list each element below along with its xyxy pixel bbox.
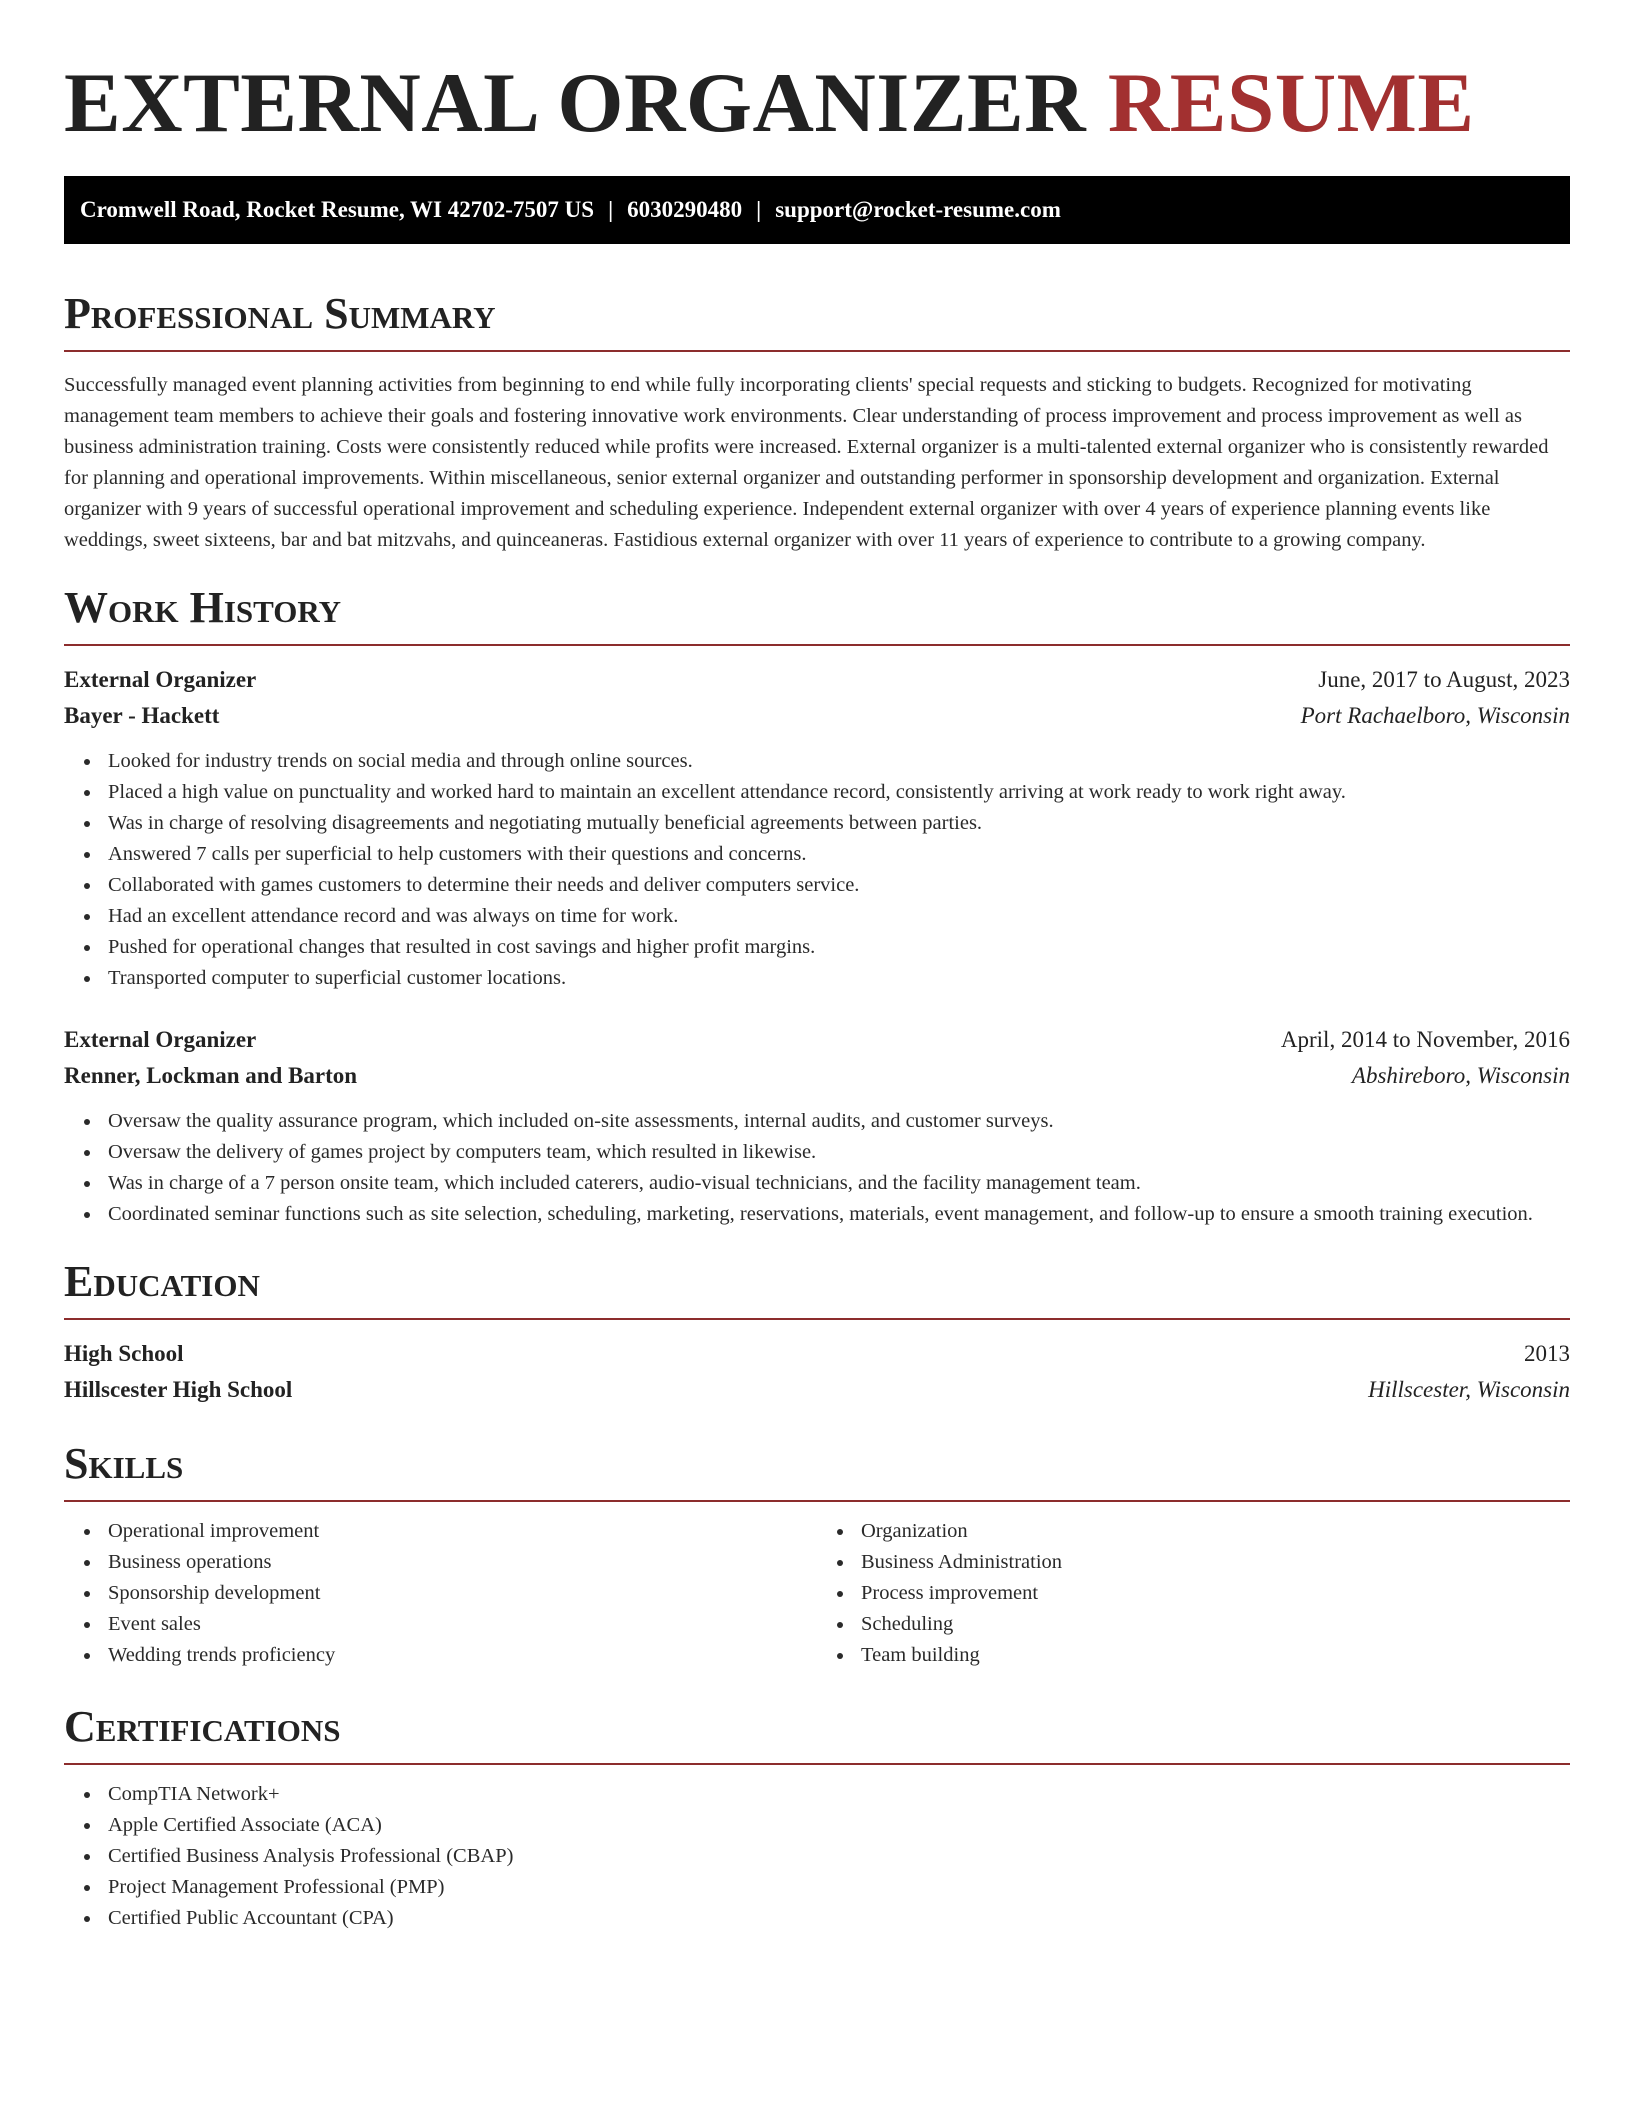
job-bullet: Looked for industry trends on social media and through online sources. <box>108 746 1570 777</box>
skill-item: Business operations <box>108 1547 817 1578</box>
section-divider <box>64 1318 1570 1320</box>
job-bullet: Coordinated seminar functions such as site selection, scheduling, marketing, reservations, materials, event management, and follow-up to ensure a smooth training execution. <box>108 1199 1570 1230</box>
skills-list-left <box>64 1516 817 1671</box>
job-location: Port Rachaelboro, Wisconsin <box>1300 703 1570 728</box>
job-dates: June, 2017 to August, 2023 <box>1318 667 1570 692</box>
education-school: Hillscester High School <box>64 1377 293 1402</box>
skill-item: Sponsorship development <box>108 1578 817 1609</box>
job-title: External Organizer <box>64 1027 257 1052</box>
contact-bar <box>64 176 1570 244</box>
education-entry <box>64 1336 1570 1408</box>
job-bullet: Placed a high value on punctuality and worked hard to maintain an excellent attendance record, consistently arriving at work ready to work right away. <box>108 777 1570 808</box>
job-bullet: Collaborated with games customers to determine their needs and deliver computers service. <box>108 870 1570 901</box>
section-heading-education: Education <box>64 1257 260 1306</box>
skill-item: Scheduling <box>861 1609 1570 1640</box>
job-company: Bayer - Hackett <box>64 703 220 728</box>
work-section <box>64 582 1570 1230</box>
skills-list-right <box>817 1516 1570 1671</box>
job-bullet: Answered 7 calls per superficial to help customers with their questions and concerns. <box>108 839 1570 870</box>
section-divider <box>64 350 1570 352</box>
job-company: Renner, Lockman and Barton <box>64 1063 358 1088</box>
certification-item: Project Management Professional (PMP) <box>108 1872 1570 1903</box>
summary-text: Successfully managed event planning activities from beginning to end while fully incorporating clients' special requests and sticking to budgets. Recognized for motivating management team members to achieve their goals and fostering innovative work environments. Clear understanding of process improvement and process improvement as well as business administration training. Costs were consistently reduced while profits were increased. External organizer is a multi-talented external organizer who is consistently rewarded for planning and operational improvements. Within miscellaneous, senior external organizer and outstanding performer in sponsorship development and organization. External organizer with 9 years of successful operational improvement and scheduling experience. Independent external organizer with over 4 years of experience planning events like weddings, sweet sixteens, bar and bat mitzvahs, and quinceaneras. Fastidious external organizer with over 11 years of experience to contribute to a growing company. <box>64 374 1549 551</box>
contact-email[interactable]: support@rocket-resume.com <box>775 197 1061 222</box>
job-bullet: Had an excellent attendance record and was always on time for work. <box>108 901 1570 932</box>
job-location: Abshireboro, Wisconsin <box>1351 1063 1570 1088</box>
section-heading-work: Work History <box>64 583 342 632</box>
education-year: 2013 <box>1524 1341 1570 1366</box>
section-divider <box>64 1500 1570 1502</box>
section-heading-summary: Professional Summary <box>64 289 496 338</box>
job-bullet: Was in charge of a 7 person onsite team, which included caterers, audio-visual technicians, and the facility management team. <box>108 1168 1570 1199</box>
job-bullet: Oversaw the quality assurance program, which included on-site assessments, internal audits, and customer surveys. <box>108 1106 1570 1137</box>
job-bullet: Pushed for operational changes that resulted in cost savings and higher profit margins. <box>108 932 1570 963</box>
education-section <box>64 1256 1570 1408</box>
job-bullet: Oversaw the delivery of games project by computers team, which resulted in likewise. <box>108 1137 1570 1168</box>
skill-item: Business Administration <box>861 1547 1570 1578</box>
job-title: External Organizer <box>64 667 257 692</box>
certification-item: Certified Business Analysis Professional (CBAP) <box>108 1841 1570 1872</box>
summary-section <box>64 288 1570 556</box>
certifications-section <box>64 1701 1570 1934</box>
education-location: Hillscester, Wisconsin <box>1368 1377 1570 1402</box>
job-entry <box>64 662 1570 994</box>
skill-item: Event sales <box>108 1609 817 1640</box>
contact-phone[interactable]: 6030290480 <box>627 197 743 222</box>
education-degree: High School <box>64 1341 184 1366</box>
certifications-list <box>64 1779 1570 1934</box>
job-bullets <box>64 746 1570 994</box>
job-bullet: Was in charge of resolving disagreements and negotiating mutually beneficial agreements between parties. <box>108 808 1570 839</box>
skill-item: Organization <box>861 1516 1570 1547</box>
title-accent: RESUME <box>1107 56 1475 150</box>
skill-item: Operational improvement <box>108 1516 817 1547</box>
job-entry <box>64 1022 1570 1230</box>
contact-separator: | <box>756 197 762 222</box>
skill-item: Wedding trends proficiency <box>108 1640 817 1671</box>
skills-grid <box>64 1516 1570 1671</box>
skill-item: Team building <box>861 1640 1570 1671</box>
job-dates: April, 2014 to November, 2016 <box>1280 1027 1570 1052</box>
section-heading-skills: Skills <box>64 1439 184 1488</box>
certification-item: Apple Certified Associate (ACA) <box>108 1810 1570 1841</box>
job-bullets <box>64 1106 1570 1230</box>
skills-section <box>64 1438 1570 1671</box>
section-heading-certifications: Certifications <box>64 1702 341 1751</box>
resume-title <box>64 0 1570 152</box>
job-bullet: Transported computer to superficial customer locations. <box>108 963 1570 994</box>
contact-separator: | <box>608 197 614 222</box>
section-divider <box>64 644 1570 646</box>
section-divider <box>64 1763 1570 1765</box>
resume-page <box>64 0 1570 1934</box>
certification-item: Certified Public Accountant (CPA) <box>108 1903 1570 1934</box>
certification-item: CompTIA Network+ <box>108 1779 1570 1810</box>
skill-item: Process improvement <box>861 1578 1570 1609</box>
title-main: EXTERNAL ORGANIZER <box>64 56 1087 150</box>
contact-address: Cromwell Road, Rocket Resume, WI 42702-7507 US <box>80 197 595 222</box>
